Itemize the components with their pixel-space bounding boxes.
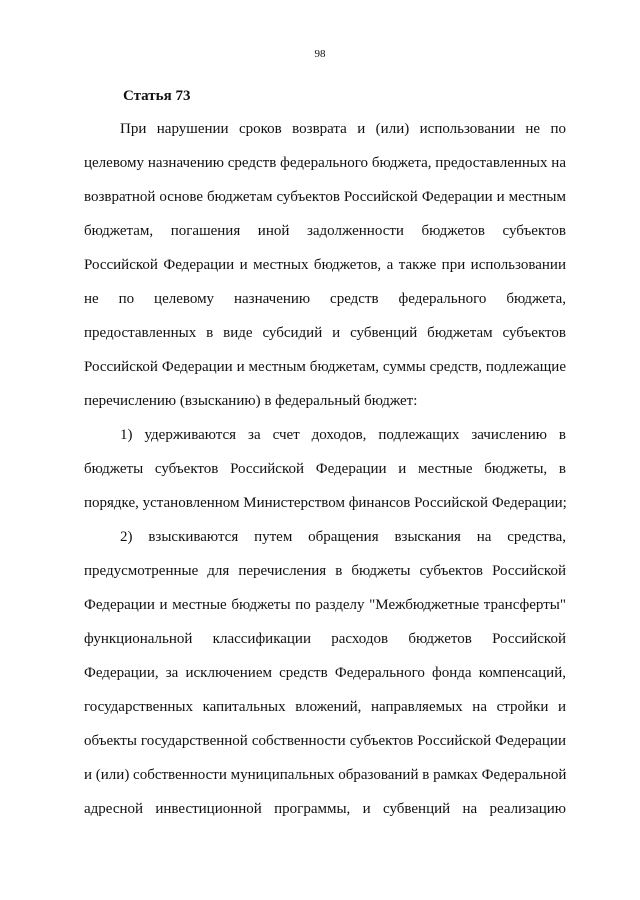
text-line: функциональной классификации расходов бюджетов Российской <box>84 631 566 647</box>
text-line: и (или) собственности муниципальных образований в рамках Федеральной <box>84 767 567 783</box>
text-line: Федерации и местные бюджеты по разделу "Межбюджетные трансферты" <box>84 597 566 613</box>
article-title: Статья 73 <box>123 88 191 104</box>
text-line: Российской Федерации и местным бюджетам, суммы средств, подлежащие <box>84 359 566 375</box>
text-line: бюджетам, погашения иной задолженности бюджетов субъектов <box>84 223 566 239</box>
text-line: бюджеты субъектов Российской Федерации и местные бюджеты, в <box>84 461 566 477</box>
text-line: возвратной основе бюджетам субъектов Российской Федерации и местным <box>84 189 566 205</box>
text-line: Федерации, за исключением средств Федерального фонда компенсаций, <box>84 665 566 681</box>
text-line: 1) удерживаются за счет доходов, подлежащих зачислению в <box>120 427 566 443</box>
text-line: адресной инвестиционной программы, и субвенций на реализацию <box>84 801 566 817</box>
text-line: предоставленных в виде субсидий и субвенций бюджетам субъектов <box>84 325 566 341</box>
text-line: целевому назначению средств федерального бюджета, предоставленных на <box>84 155 566 171</box>
text-line: не по целевому назначению средств федерального бюджета, <box>84 291 566 307</box>
text-line: объекты государственной собственности субъектов Российской Федерации <box>84 733 566 749</box>
text-line: Российской Федерации и местных бюджетов, а также при использовании <box>84 257 566 273</box>
text-line: порядке, установленном Министерством финансов Российской Федерации; <box>84 495 567 511</box>
text-line: При нарушении сроков возврата и (или) использовании не по <box>120 121 566 137</box>
page-number: 98 <box>314 48 326 60</box>
text-line: перечислению (взысканию) в федеральный бюджет: <box>84 393 418 409</box>
text-line: предусмотренные для перечисления в бюджеты субъектов Российской <box>84 563 566 579</box>
text-line: государственных капитальных вложений, направляемых на стройки и <box>84 699 566 715</box>
text-line: 2) взыскиваются путем обращения взыскания на средства, <box>120 529 566 545</box>
